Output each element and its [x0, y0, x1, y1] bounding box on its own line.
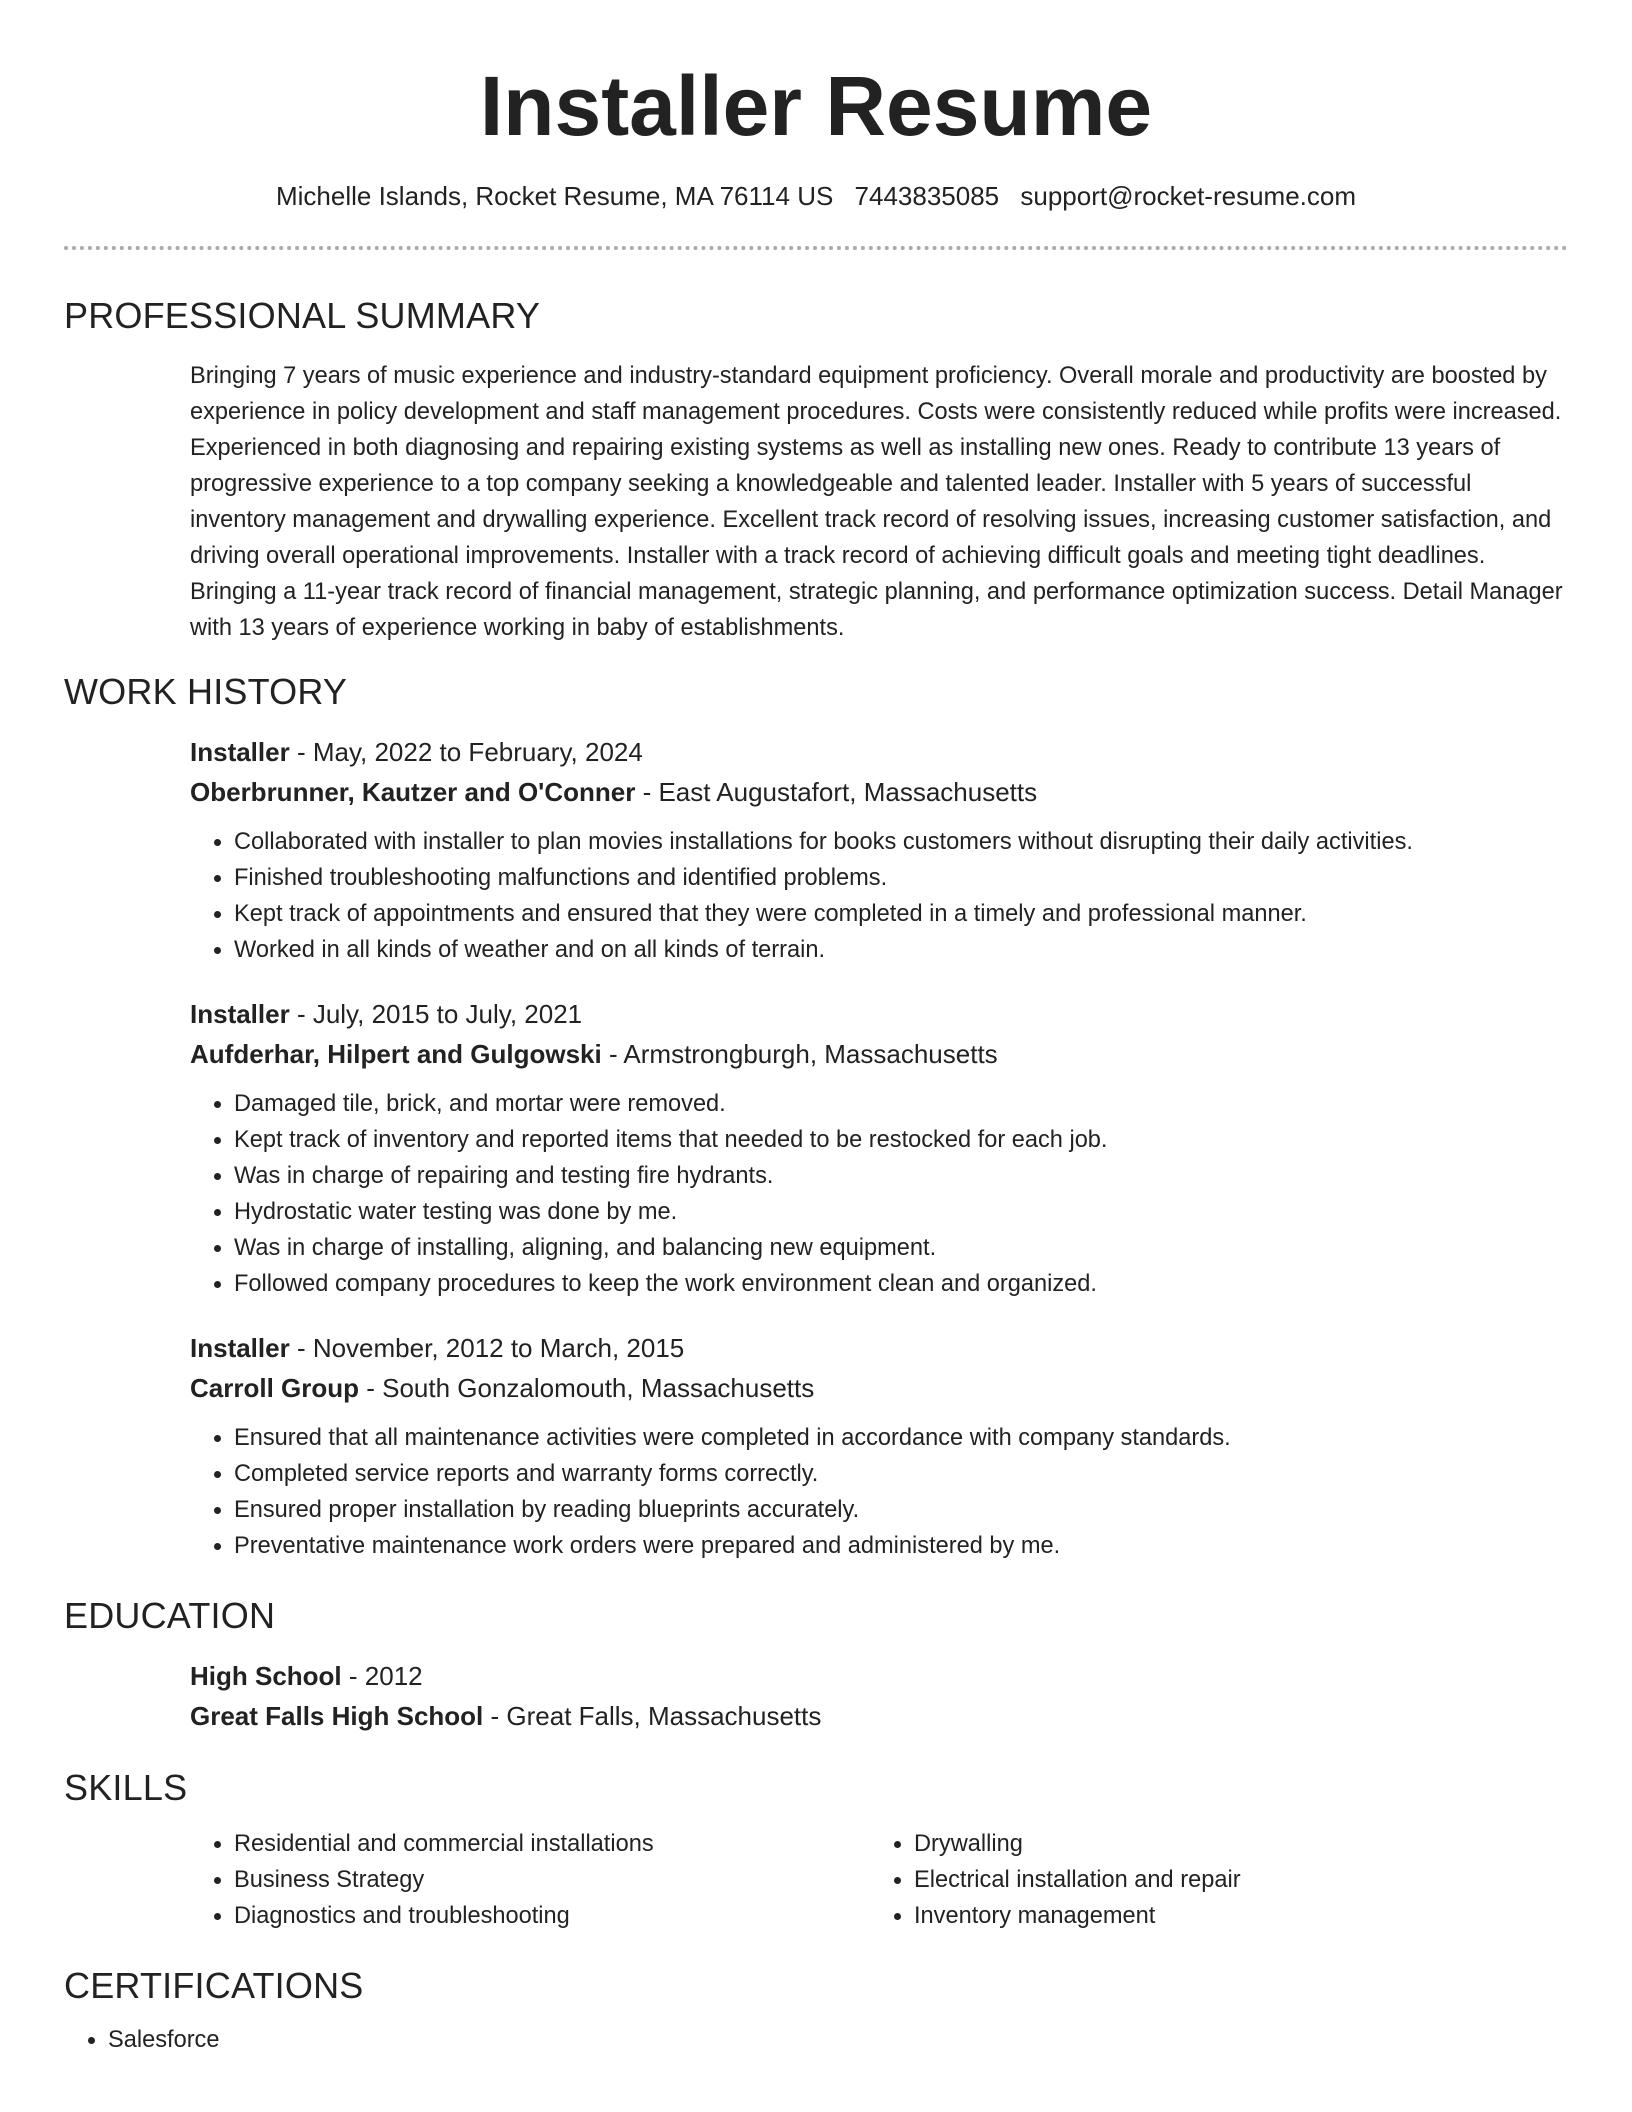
skill-item: • Residential and commercial installations [234, 1826, 870, 1862]
job-dates: - July, 2015 to July, 2021 [289, 999, 583, 1029]
education-location: - Great Falls, Massachusetts [483, 1701, 822, 1731]
header-divider [64, 246, 1568, 250]
job-entry [190, 732, 1568, 968]
job-entry [190, 994, 1568, 1302]
education-school: Great Falls High School [190, 1701, 484, 1731]
job-bullets [190, 1420, 1568, 1564]
job-bullets [190, 1086, 1568, 1302]
job-role: Installer [190, 1333, 290, 1363]
job-bullet: • Was in charge of repairing and testing fire hydrants. [234, 1158, 1568, 1194]
job-bullet: • Kept track of appointments and ensured that they were completed in a timely and professional manner. [234, 896, 1568, 932]
skill-item: • Diagnostics and troubleshooting [234, 1898, 870, 1934]
job-company: Oberbrunner, Kautzer and O'Conner [190, 777, 636, 807]
job-bullet: • Hydrostatic water testing was done by me. [234, 1194, 1568, 1230]
summary-text: Bringing 7 years of music experience and industry-standard equipment proficiency. Overall morale and productivity are boosted by experience in policy development and staff management procedures. Costs were consistently reduced while profits were increased. Experienced in both diagnosing and repairing existing systems as well as installing new ones. Ready to contribute 13 years of progressive experience to a top company seeking a knowledgeable and talented leader. Installer with 5 years of successful inventory management and drywalling experience. Excellent track record of resolving issues, increasing customer satisfaction, and driving overall operational improvements. Installer with a track record of achieving difficult goals and meeting tight deadlines. Bringing a 11-year track record of financial management, strategic planning, and performance optimization success. Detail Manager with 13 years of experience working in baby of establishments. [190, 363, 1563, 641]
certifications-heading: CERTIFICATIONS [64, 1965, 364, 2006]
education-entry [190, 1656, 1568, 1736]
contact-phone: 7443835085 [854, 181, 1000, 211]
certifications-list [64, 2022, 1568, 2058]
education-degree-line [190, 1656, 1568, 1696]
job-title-line [190, 732, 1568, 772]
job-role: Installer [190, 999, 290, 1029]
skill-item: • Business Strategy [234, 1862, 870, 1898]
job-company-line [190, 772, 1568, 812]
job-company-line [190, 1034, 1568, 1074]
job-company-line [190, 1368, 1568, 1408]
job-bullet: • Worked in all kinds of weather and on all kinds of terrain. [234, 932, 1568, 968]
skills-column-right [870, 1826, 1550, 1934]
skills-grid [190, 1826, 1568, 1934]
job-bullet: • Ensured that all maintenance activities were completed in accordance with company standards. [234, 1420, 1568, 1456]
job-bullet: • Collaborated with installer to plan movies installations for books customers without disrupting their daily activities. [234, 824, 1568, 860]
contact-address: Michelle Islands, Rocket Resume, MA 76114 US [275, 181, 834, 211]
skills-column-left [190, 1826, 870, 1934]
certification-item: • Salesforce [108, 2022, 1568, 2058]
job-company: Aufderhar, Hilpert and Gulgowski [190, 1039, 602, 1069]
job-location: - East Augustafort, Massachusetts [635, 777, 1038, 807]
job-title-line [190, 994, 1568, 1034]
job-bullet: • Damaged tile, brick, and mortar were removed. [234, 1086, 1568, 1122]
job-bullet: • Kept track of inventory and reported items that needed to be restocked for each job. [234, 1122, 1568, 1158]
job-title-line [190, 1328, 1568, 1368]
job-bullet: • Followed company procedures to keep the work environment clean and organized. [234, 1266, 1568, 1302]
contact-line [64, 178, 1568, 214]
job-location: - Armstrongburgh, Massachusetts [601, 1039, 998, 1069]
job-bullet: • Completed service reports and warranty forms correctly. [234, 1456, 1568, 1492]
resume-page [64, 0, 1568, 2058]
job-bullets [190, 824, 1568, 968]
contact-email: support@rocket-resume.com [1020, 181, 1357, 211]
job-location: - South Gonzalomouth, Massachusetts [359, 1373, 815, 1403]
skill-item: • Electrical installation and repair [914, 1862, 1550, 1898]
resume-title: Installer Resume [479, 59, 1153, 153]
job-bullet: • Was in charge of installing, aligning, and balancing new equipment. [234, 1230, 1568, 1266]
job-role: Installer [190, 737, 290, 767]
education-school-line [190, 1696, 1568, 1736]
job-bullet: • Finished troubleshooting malfunctions and identified problems. [234, 860, 1568, 896]
work-history-heading: WORK HISTORY [64, 671, 348, 712]
job-bullet: • Preventative maintenance work orders were prepared and administered by me. [234, 1528, 1568, 1564]
skill-item: • Drywalling [914, 1826, 1550, 1862]
job-bullet: • Ensured proper installation by reading blueprints accurately. [234, 1492, 1568, 1528]
education-year: - 2012 [341, 1661, 423, 1691]
education-heading: EDUCATION [64, 1595, 276, 1636]
skill-item: • Inventory management [914, 1898, 1550, 1934]
summary-heading: PROFESSIONAL SUMMARY [64, 295, 541, 336]
education-degree: High School [190, 1661, 342, 1691]
job-dates: - May, 2022 to February, 2024 [289, 737, 643, 767]
skills-heading: SKILLS [64, 1767, 188, 1808]
job-entry [190, 1328, 1568, 1564]
job-dates: - November, 2012 to March, 2015 [289, 1333, 685, 1363]
job-company: Carroll Group [190, 1373, 360, 1403]
